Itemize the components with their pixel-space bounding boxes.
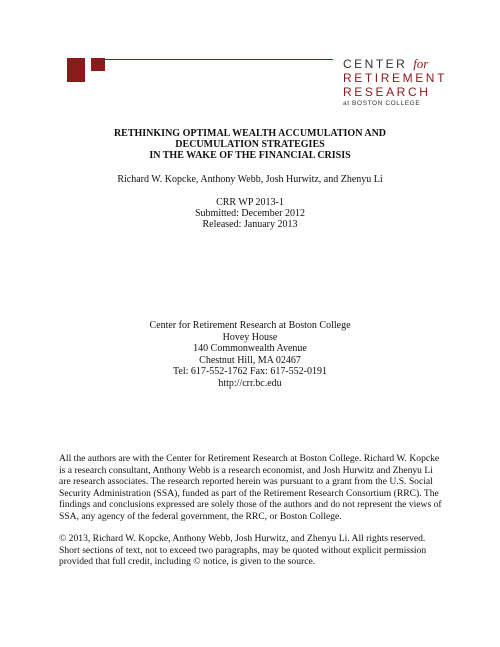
logo-line-research: RESEARCH bbox=[343, 85, 431, 99]
logo-line-center: CENTER bbox=[343, 57, 408, 71]
address-line: Tel: 617-552-1762 Fax: 617-552-0191 bbox=[172, 366, 327, 377]
copyright-paragraph: © 2013, Richard W. Kopcke, Anthony Webb, Josh Hurwitz, and Zhenyu Li. All rights reserved. Short sections of text, not to exceed two paragraphs, may be quoted without explicit permission provided that full credit, including © notice, is given to the source. bbox=[59, 533, 427, 567]
center-address bbox=[0, 320, 500, 389]
logo-line-boston-college: at BOSTON COLLEGE bbox=[343, 100, 421, 107]
address-line: Chestnut Hill, MA 02467 bbox=[199, 354, 301, 366]
address-line: Hovey House bbox=[222, 331, 278, 343]
working-paper-number: CRR WP 2013-1 bbox=[216, 197, 284, 208]
logo-line-for: for bbox=[413, 56, 429, 71]
logo-squares bbox=[67, 58, 107, 82]
title-line: DECUMULATION STRATEGIES bbox=[175, 139, 325, 150]
title-line: IN THE WAKE OF THE FINANCIAL CRISIS bbox=[149, 150, 351, 161]
logo-line-retirement: RETIREMENT bbox=[343, 71, 447, 85]
crr-logo bbox=[343, 57, 453, 108]
working-paper-info bbox=[0, 197, 500, 230]
address-line: Center for Retirement Research at Boston College bbox=[149, 320, 351, 331]
title-line: RETHINKING OPTIMAL WEALTH ACCUMULATION AND bbox=[113, 128, 387, 139]
footer-notes bbox=[59, 453, 444, 568]
address-line: 140 Commonwealth Avenue bbox=[193, 343, 307, 354]
website-line: http://crr.bc.edu bbox=[218, 377, 282, 389]
header-rule bbox=[93, 59, 333, 60]
released-date: Released: January 2013 bbox=[202, 219, 298, 230]
paper-title bbox=[0, 128, 500, 161]
submitted-date: Submitted: December 2012 bbox=[195, 208, 305, 219]
paper-authors: Richard W. Kopcke, Anthony Webb, Josh Hurwitz, and Zhenyu Li bbox=[117, 174, 383, 185]
disclaimer-paragraph: All the authors are with the Center for Retirement Research at Boston College. Richard W. Kopcke is a research consultant, Anthony Webb is a research economist, and Josh Hurwitz and Zhenyu Li are research associates. The research reported herein was pursuant to a grant from the U.S. Social Security Administration (SSA), funded as part of the Retirement Research Consortium (RRC). The findings and conclusions expressed are solely those of the authors and do not represent the views of SSA, any agency of the federal government, the RRC, or Boston College. bbox=[59, 453, 442, 522]
logo-square-large bbox=[67, 58, 85, 82]
